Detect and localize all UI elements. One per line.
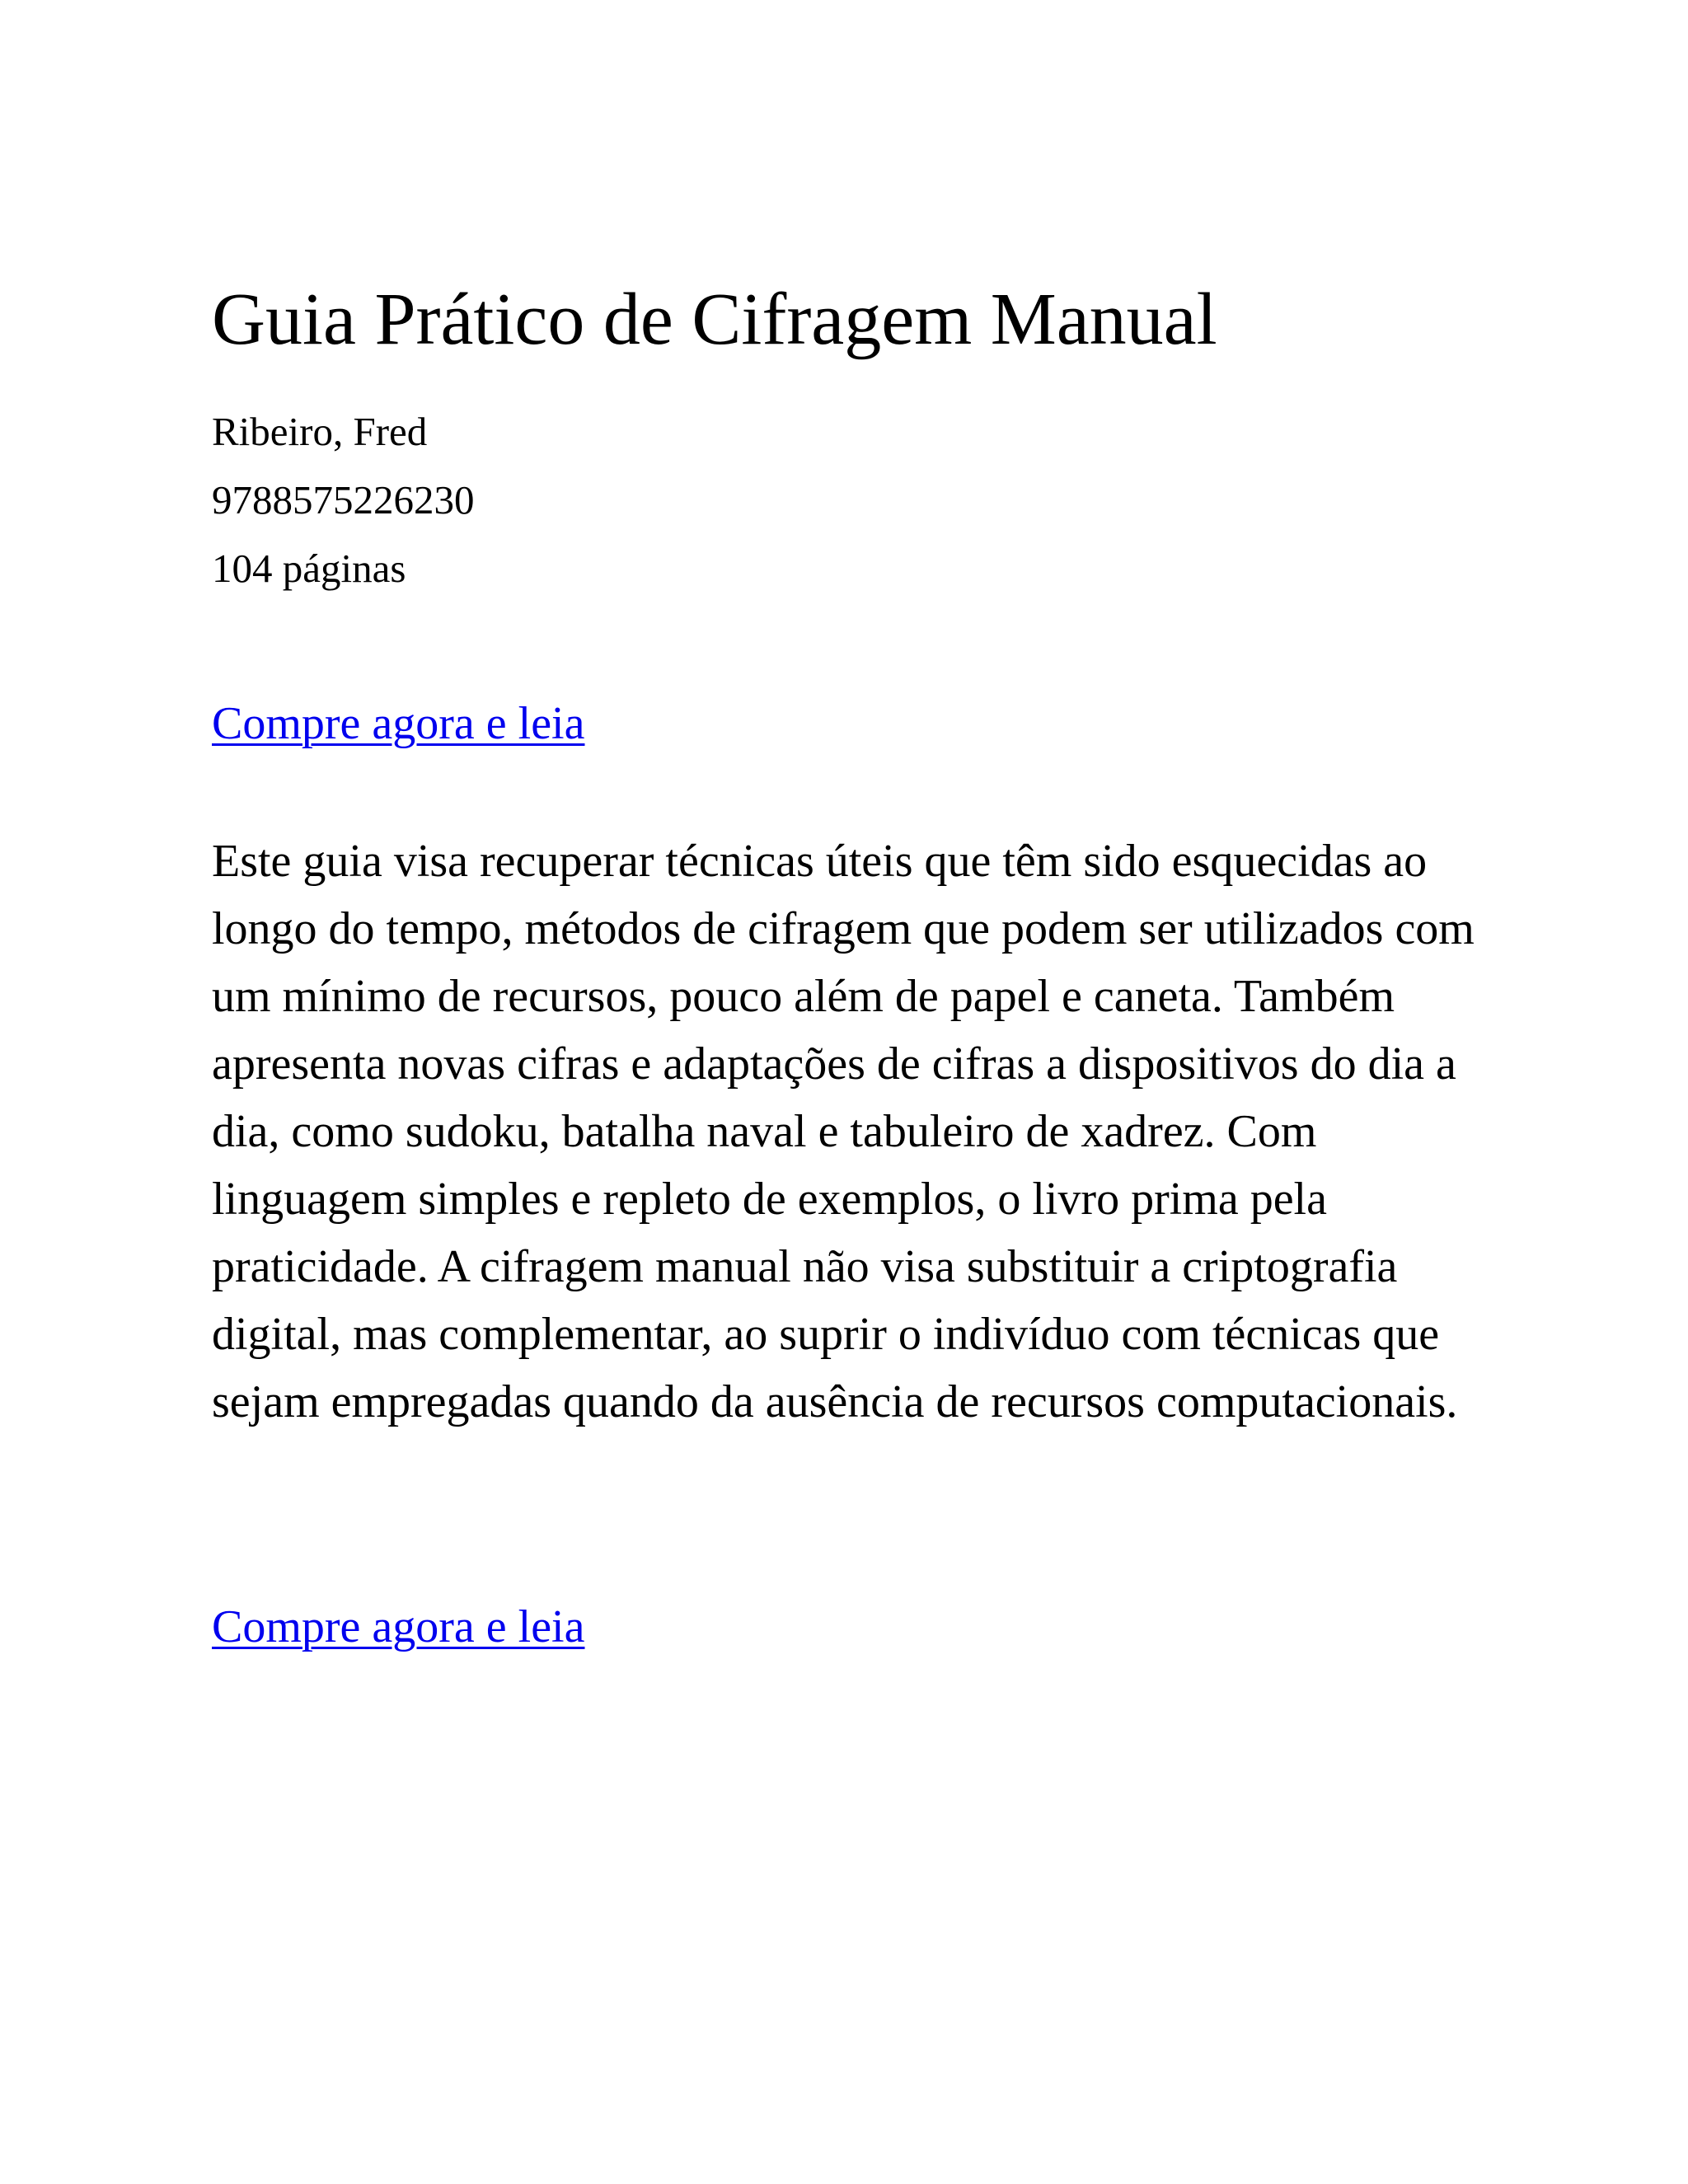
buy-now-link-top[interactable]: Compre agora e leia [212,698,585,749]
book-page-count: 104 páginas [212,546,406,591]
book-author: Ribeiro, Fred [212,409,428,454]
book-isbn: 9788575226230 [212,477,475,523]
buy-now-link-bottom[interactable]: Compre agora e leia [212,1601,585,1652]
book-title: Guia Prático de Cifragem Manual [212,279,1217,360]
book-description: Este guia visa recuperar técnicas úteis que têm sido esquecidas ao longo do tempo, métodos de cifragem que podem ser utilizados com um mínimo de recursos, pouco além de papel e caneta. Também apresenta novas cifras e adaptações de cifras a dispositivos do dia a dia, como sudoku, batalha naval e tabuleiro de xadrez. Com linguagem simples e repleto de exemplos, o livro prima pela praticidade. A cifragem manual não visa substituir a criptografia digital, mas complementar, ao suprir o indivíduo com técnicas que sejam empregadas quando da ausência de recursos computacionais. [212,836,1475,1427]
